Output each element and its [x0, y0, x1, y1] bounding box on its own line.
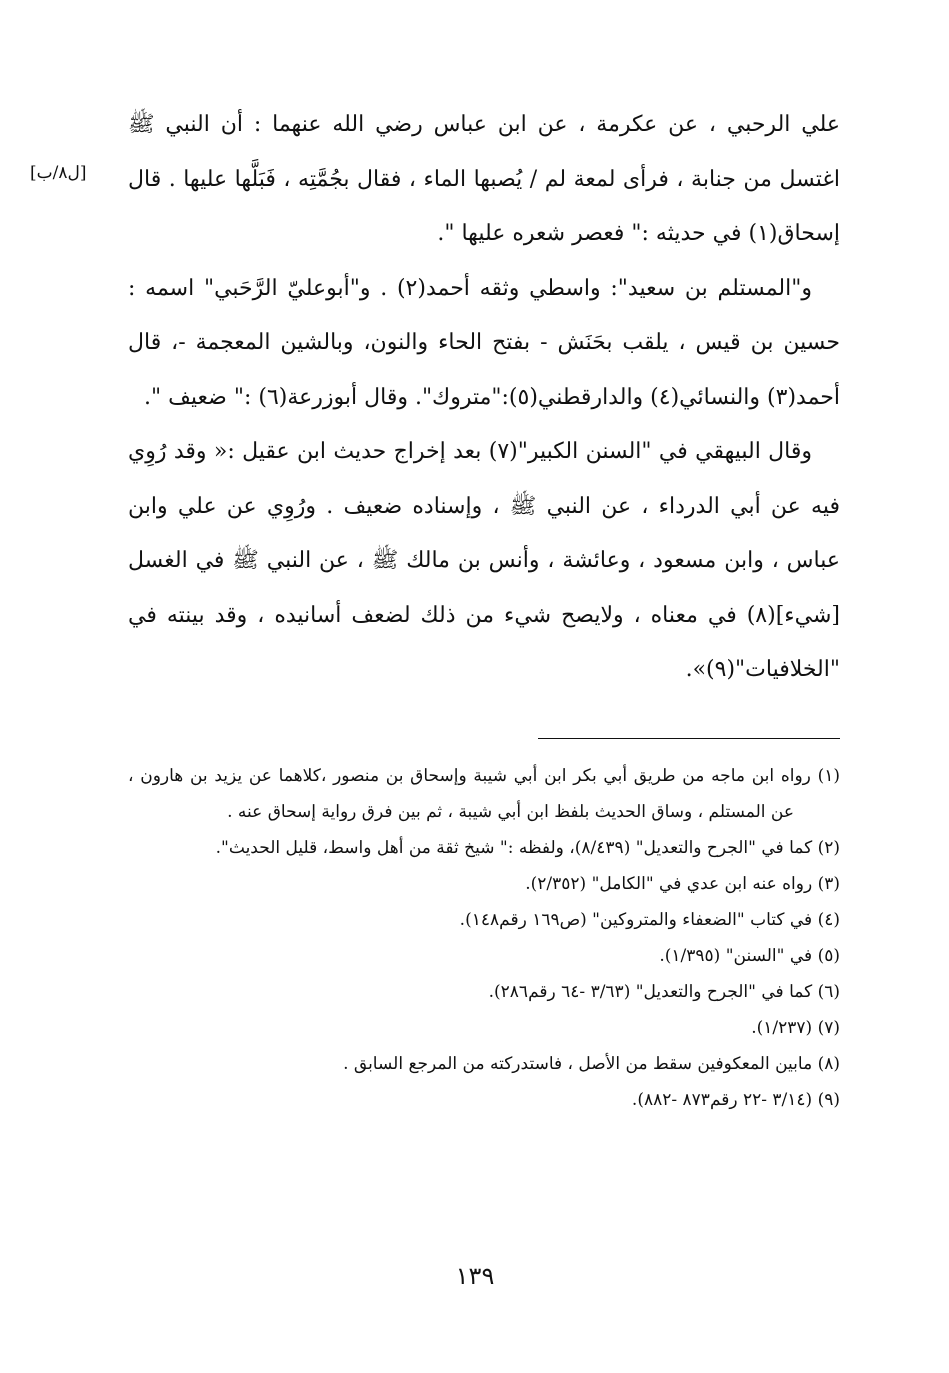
- footnote-8: (٨) مابين المعكوفين سقط من الأصل ، فاستدركته من المرجع السابق .: [343, 1054, 840, 1074]
- footnote-4: (٤) في كتاب "الضعفاء والمتروكين" (ص١٦٩ رقم١٤٨).: [459, 910, 840, 930]
- folio-margin-note: [ل٨/ب]: [30, 163, 87, 183]
- paragraph-3: وقال البيهقي في "السنن الكبير"(٧) بعد إخراج حديث ابن عقيل :« وقد رُوِي فيه عن أبي الدرداء ، عن النبي ﷺ ، وإسناده ضعيف . ورُوِي عن علي وابن عباس ، وابن مسعود ، وعائشة ، وأنس بن مالك ﷺ ، عن النبي ﷺ في الغسل [شيء](٨) في معناه ، ولايصح شيء من ذلك لضعف أسانيده ، وقد بينته في "الخلافيات"(٩)».: [128, 439, 840, 682]
- paragraph-1: علي الرحبي ، عن عكرمة ، عن ابن عباس رضي الله عنهما : أن النبي ﷺ اغتسل من جنابة ، فرأى لمعة لم / يُصبها الماء ، فقال بجُمَّتِه ، فَبَلَّها عليها . قال إسحاق(١) في حديثه :" فعصر شعره عليها ".: [128, 112, 840, 246]
- page-number: ١٣٩: [455, 1262, 495, 1290]
- main-text-body: [128, 98, 840, 698]
- footnote-7: (٧) (١/٢٣٧).: [751, 1018, 840, 1038]
- footnote-6: (٦) كما في "الجرح والتعديل" (٣/٦٣ -٦٤ رقم٢٨٦).: [488, 982, 840, 1002]
- footnote-9: (٩) (٣/١٤ -٢٢ رقم٨٧٣ -٨٨٢).: [631, 1090, 840, 1110]
- footnote-1: (١) رواه ابن ماجه من طريق أبي بكر ابن أبي شيبة وإسحاق بن منصور ،كلاهما عن يزيد بن هارون ، عن المستلم ، وساق الحديث بلفظ ابن أبي شيبة ، ثم بين فرق رواية إسحاق عنه .: [128, 766, 840, 822]
- footnote-3: (٣) رواه عنه ابن عدي في "الكامل" (٢/٣٥٢).: [525, 874, 840, 894]
- footnote-2: (٢) كما في "الجرح والتعديل" (٨/٤٣٩)، ولفظه :" شيخ ثقة من أهل واسط، قليل الحديث".: [215, 838, 840, 858]
- footnote-separator: [538, 738, 840, 739]
- footnotes-section: [128, 758, 840, 1118]
- footnote-5: (٥) في "السنن" (١/٣٩٥).: [659, 946, 840, 966]
- paragraph-2: و"المستلم بن سعيد": واسطي وثقه أحمد(٢) . و"أبوعليّ الرَّحَبي" اسمه : حسين بن قيس ، يلقب بحَنَش - بفتح الحاء والنون، وبالشين المعجمة -، قال أحمد(٣) والنسائي(٤) والدارقطني(٥):"متروك". وقال أبوزرعة(٦) :" ضعيف ".: [128, 275, 840, 410]
